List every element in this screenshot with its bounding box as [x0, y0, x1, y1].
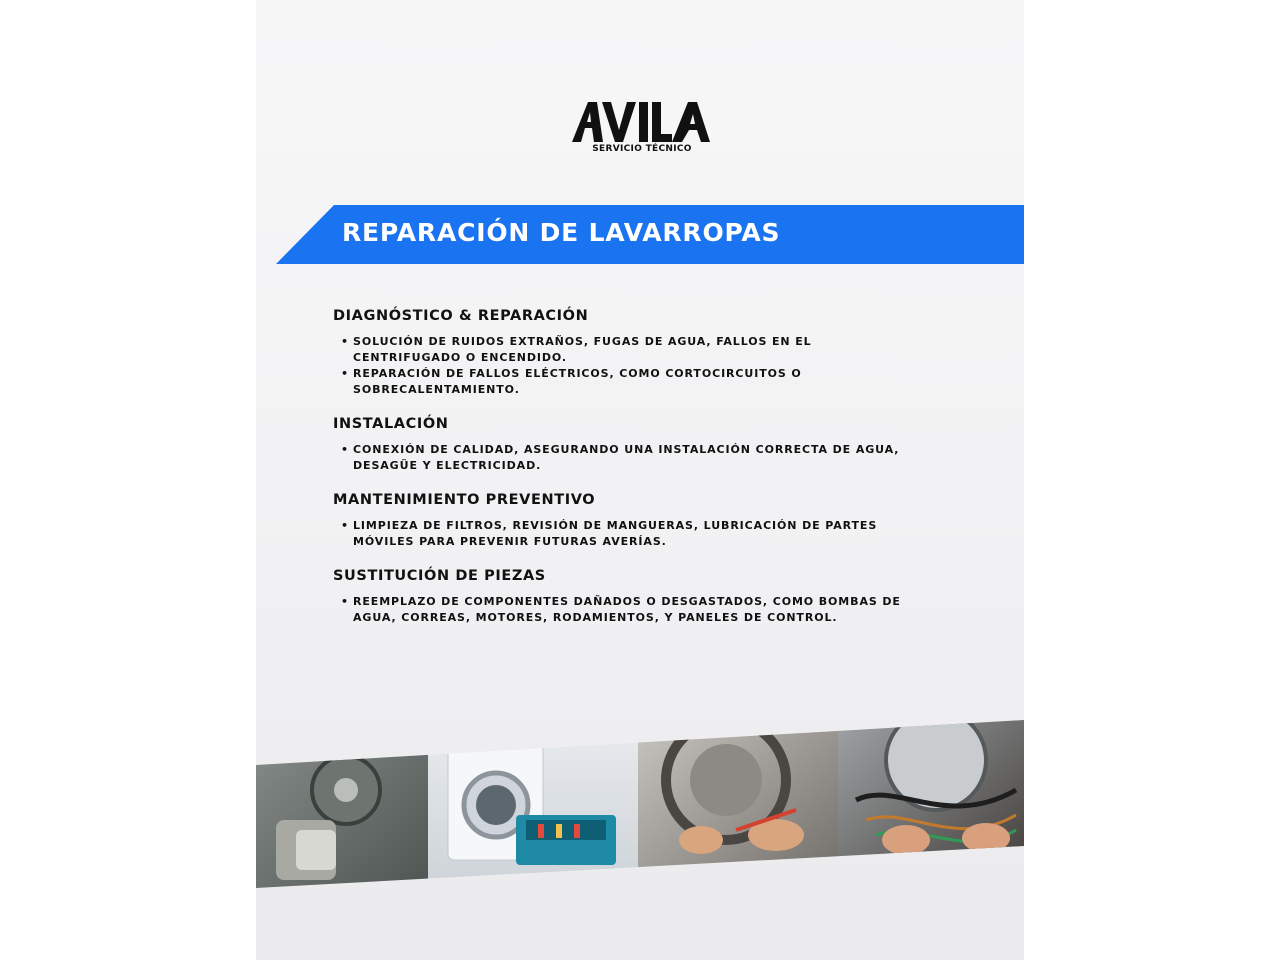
bullet-list — [333, 442, 933, 474]
section-title: INSTALACIÓN — [333, 416, 449, 432]
poster — [256, 0, 1024, 960]
list-item: • REPARACIÓN DE FALLOS ELÉCTRICOS, COMO CORTOCIRCUITOS O SOBRECALENTAMIENTO. — [341, 366, 923, 398]
title-banner — [276, 205, 1024, 264]
photo-motor-repair — [256, 720, 428, 888]
section-title: MANTENIMIENTO PREVENTIVO — [333, 492, 596, 508]
bullet-list — [333, 518, 933, 550]
brand-logo — [572, 100, 708, 160]
list-item: • LIMPIEZA DE FILTROS, REVISIÓN DE MANGUERAS, LUBRICACIÓN DE PARTES MÓVILES PARA PREVENIR FUTURAS AVERÍAS. — [341, 518, 923, 550]
section-diagnostico — [333, 306, 933, 398]
section-title: SUSTITUCIÓN DE PIEZAS — [333, 568, 546, 584]
photo-collage — [256, 720, 1024, 888]
photo-drum-repair — [638, 720, 838, 888]
section-instalacion — [333, 414, 933, 474]
brand-subtitle: SERVICIO TÉCNICO — [592, 144, 692, 154]
list-item: • SOLUCIÓN DE RUIDOS EXTRAÑOS, FUGAS DE AGUA, FALLOS EN EL CENTRIFUGADO O ENCENDIDO. — [341, 334, 923, 366]
bullet-list — [333, 334, 933, 398]
section-mantenimiento — [333, 490, 933, 550]
list-item: • REEMPLAZO DE COMPONENTES DAÑADOS O DESGASTADOS, COMO BOMBAS DE AGUA, CORREAS, MOTORES, RODAMIENTOS, Y PANELES DE CONTROL. — [341, 594, 923, 626]
avila-logo-icon — [572, 100, 712, 144]
list-item: • CONEXIÓN DE CALIDAD, ASEGURANDO UNA INSTALACIÓN CORRECTA DE AGUA, DESAGÜE Y ELECTRICIDAD. — [341, 442, 923, 474]
photo-strip — [256, 720, 1024, 888]
photo-wiring-repair — [838, 720, 1024, 888]
services-content — [333, 306, 933, 642]
section-sustitucion — [333, 566, 933, 626]
section-title: DIAGNÓSTICO & REPARACIÓN — [333, 308, 589, 324]
photo-washer-toolbox — [428, 720, 638, 888]
bullet-list — [333, 594, 933, 626]
banner-title: REPARACIÓN DE LAVARROPAS — [342, 218, 781, 247]
